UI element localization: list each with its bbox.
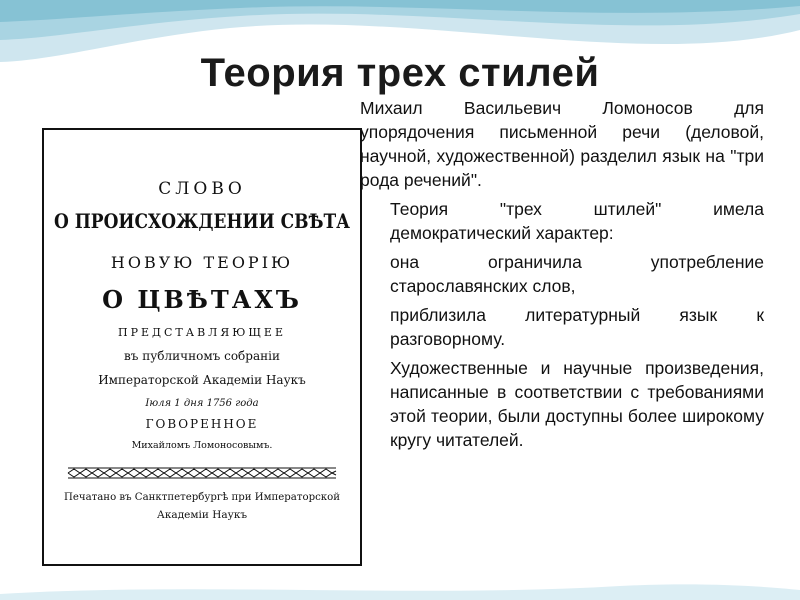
paragraph-3: она ограничила употребление старославянских слов, (390, 252, 764, 296)
title-page-line-9: ГОВОРЕННОЕ (145, 417, 259, 431)
slide-title: Теория трех стилей (200, 50, 600, 95)
paragraph-4: приблизила литературный язык к разговорному. (390, 305, 764, 349)
title-page-line-12: Академіи Наукъ (156, 509, 248, 521)
title-page-line-6: въ публичномъ собраніи (124, 349, 280, 363)
title-page-line-2: О ПРОИСХОЖДЕНИИ СВѢТА (54, 209, 351, 233)
paragraph-5: Художественные и научные произведения, написанные в соответствии с требованиями этой теории, были доступны более широкому кругу читателей. (390, 358, 764, 450)
body-text (360, 96, 764, 452)
title-page-line-3: НОВУЮ ТЕОРІЮ (110, 253, 294, 272)
title-page-line-8: Іюля 1 дня 1756 года (145, 398, 259, 409)
title-page-line-4: О ЦВѢТАХЪ (102, 285, 302, 314)
paragraph-2: Теория "трех штилей" имела демократический характер: (390, 199, 764, 243)
footer-wave-decoration (0, 560, 800, 600)
title-page-line-1: СЛОВО (158, 179, 246, 199)
title-page-line-11: Печатано въ Санктпетербургѣ при Императорской (64, 491, 340, 503)
paragraph-1: Михаил Васильевич Ломоносов для упорядочения письменной речи (деловой, научной, художественной) разделил язык на "три рода речений". (360, 98, 764, 190)
book-title-page-image (42, 128, 362, 566)
title-page-line-7: Императорской Академіи Наукъ (98, 373, 306, 387)
title-page-line-5: ПРЕДСТАВЛЯЮЩЕЕ (118, 326, 286, 339)
title-page-line-10: Михайломъ Ломоносовымъ. (131, 440, 273, 451)
